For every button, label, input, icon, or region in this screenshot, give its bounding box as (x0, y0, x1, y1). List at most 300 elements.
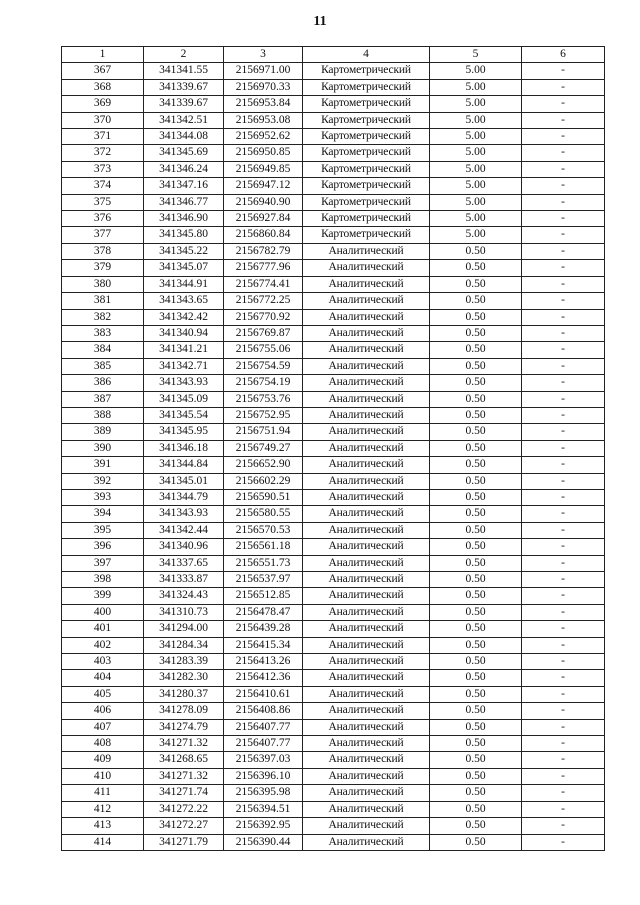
y-coordinate-cell: 2156952.62 (224, 129, 303, 145)
point-number-cell: 391 (62, 457, 144, 473)
method-cell: Аналитический (303, 293, 430, 309)
method-cell: Аналитический (303, 654, 430, 670)
accuracy-cell: 0.50 (430, 375, 522, 391)
accuracy-cell: 0.50 (430, 457, 522, 473)
point-number-cell: 369 (62, 96, 144, 112)
note-cell: - (522, 276, 605, 292)
note-cell: - (522, 686, 605, 702)
y-coordinate-cell: 2156774.41 (224, 276, 303, 292)
accuracy-cell: 0.50 (430, 736, 522, 752)
table-row (62, 293, 605, 309)
accuracy-cell: 5.00 (430, 129, 522, 145)
table-row (62, 604, 605, 620)
point-number-cell: 385 (62, 358, 144, 374)
accuracy-cell: 0.50 (430, 506, 522, 522)
x-coordinate-cell: 341284.34 (144, 637, 224, 653)
point-number-cell: 411 (62, 785, 144, 801)
y-coordinate-cell: 2156413.26 (224, 654, 303, 670)
x-coordinate-cell: 341344.08 (144, 129, 224, 145)
note-cell: - (522, 161, 605, 177)
column-header: 3 (224, 47, 303, 63)
table-row (62, 145, 605, 161)
note-cell: - (522, 79, 605, 95)
x-coordinate-cell: 341343.93 (144, 506, 224, 522)
y-coordinate-cell: 2156394.51 (224, 801, 303, 817)
note-cell: - (522, 736, 605, 752)
method-cell: Аналитический (303, 260, 430, 276)
accuracy-cell: 0.50 (430, 358, 522, 374)
accuracy-cell: 5.00 (430, 79, 522, 95)
method-cell: Картометрический (303, 129, 430, 145)
method-cell: Аналитический (303, 768, 430, 784)
x-coordinate-cell: 341341.55 (144, 63, 224, 79)
point-number-cell: 390 (62, 440, 144, 456)
method-cell: Аналитический (303, 407, 430, 423)
y-coordinate-cell: 2156478.47 (224, 604, 303, 620)
method-cell: Аналитический (303, 555, 430, 571)
table-row (62, 818, 605, 834)
point-number-cell: 387 (62, 391, 144, 407)
accuracy-cell: 0.50 (430, 818, 522, 834)
x-coordinate-cell: 341340.96 (144, 539, 224, 555)
table-row (62, 686, 605, 702)
method-cell: Аналитический (303, 539, 430, 555)
x-coordinate-cell: 341344.91 (144, 276, 224, 292)
x-coordinate-cell: 341324.43 (144, 588, 224, 604)
x-coordinate-cell: 341271.32 (144, 768, 224, 784)
y-coordinate-cell: 2156751.94 (224, 424, 303, 440)
accuracy-cell: 0.50 (430, 604, 522, 620)
table-row (62, 112, 605, 128)
point-number-cell: 403 (62, 654, 144, 670)
accuracy-cell: 0.50 (430, 309, 522, 325)
y-coordinate-cell: 2156551.73 (224, 555, 303, 571)
accuracy-cell: 0.50 (430, 785, 522, 801)
x-coordinate-cell: 341271.74 (144, 785, 224, 801)
method-cell: Картометрический (303, 161, 430, 177)
y-coordinate-cell: 2156770.92 (224, 309, 303, 325)
point-number-cell: 384 (62, 342, 144, 358)
accuracy-cell: 0.50 (430, 637, 522, 653)
y-coordinate-cell: 2156777.96 (224, 260, 303, 276)
accuracy-cell: 0.50 (430, 325, 522, 341)
point-number-cell: 394 (62, 506, 144, 522)
point-number-cell: 397 (62, 555, 144, 571)
note-cell: - (522, 621, 605, 637)
note-cell: - (522, 424, 605, 440)
x-coordinate-cell: 341342.51 (144, 112, 224, 128)
point-number-cell: 409 (62, 752, 144, 768)
accuracy-cell: 5.00 (430, 161, 522, 177)
table-row (62, 391, 605, 407)
y-coordinate-cell: 2156782.79 (224, 243, 303, 259)
point-number-cell: 381 (62, 293, 144, 309)
method-cell: Картометрический (303, 211, 430, 227)
accuracy-cell: 0.50 (430, 555, 522, 571)
point-number-cell: 402 (62, 637, 144, 653)
point-number-cell: 395 (62, 522, 144, 538)
method-cell: Аналитический (303, 342, 430, 358)
method-cell: Аналитический (303, 572, 430, 588)
point-number-cell: 374 (62, 178, 144, 194)
x-coordinate-cell: 341282.30 (144, 670, 224, 686)
table-row (62, 129, 605, 145)
table-row (62, 178, 605, 194)
accuracy-cell: 0.50 (430, 391, 522, 407)
table-row (62, 457, 605, 473)
accuracy-cell: 5.00 (430, 63, 522, 79)
point-number-cell: 407 (62, 719, 144, 735)
y-coordinate-cell: 2156769.87 (224, 325, 303, 341)
note-cell: - (522, 407, 605, 423)
note-cell: - (522, 227, 605, 243)
table-row (62, 342, 605, 358)
accuracy-cell: 0.50 (430, 276, 522, 292)
method-cell: Аналитический (303, 457, 430, 473)
table-row (62, 703, 605, 719)
method-cell: Картометрический (303, 112, 430, 128)
point-number-cell: 379 (62, 260, 144, 276)
x-coordinate-cell: 341274.79 (144, 719, 224, 735)
y-coordinate-cell: 2156408.86 (224, 703, 303, 719)
note-cell: - (522, 309, 605, 325)
y-coordinate-cell: 2156970.33 (224, 79, 303, 95)
table-row (62, 506, 605, 522)
column-header: 1 (62, 47, 144, 63)
accuracy-cell: 0.50 (430, 719, 522, 735)
note-cell: - (522, 440, 605, 456)
accuracy-cell: 0.50 (430, 489, 522, 505)
accuracy-cell: 0.50 (430, 260, 522, 276)
x-coordinate-cell: 341342.71 (144, 358, 224, 374)
y-coordinate-cell: 2156927.84 (224, 211, 303, 227)
accuracy-cell: 0.50 (430, 572, 522, 588)
method-cell: Аналитический (303, 785, 430, 801)
x-coordinate-cell: 341337.65 (144, 555, 224, 571)
note-cell: - (522, 342, 605, 358)
method-cell: Аналитический (303, 588, 430, 604)
accuracy-cell: 0.50 (430, 588, 522, 604)
x-coordinate-cell: 341339.67 (144, 96, 224, 112)
page-number: 11 (313, 14, 327, 29)
accuracy-cell: 5.00 (430, 211, 522, 227)
point-number-cell: 413 (62, 818, 144, 834)
note-cell: - (522, 522, 605, 538)
y-coordinate-cell: 2156395.98 (224, 785, 303, 801)
y-coordinate-cell: 2156580.55 (224, 506, 303, 522)
note-cell: - (522, 489, 605, 505)
note-cell: - (522, 752, 605, 768)
table-row (62, 834, 605, 850)
note-cell: - (522, 637, 605, 653)
note-cell: - (522, 604, 605, 620)
method-cell: Аналитический (303, 506, 430, 522)
point-number-cell: 392 (62, 473, 144, 489)
y-coordinate-cell: 2156439.28 (224, 621, 303, 637)
y-coordinate-cell: 2156537.97 (224, 572, 303, 588)
accuracy-cell: 0.50 (430, 424, 522, 440)
method-cell: Картометрический (303, 178, 430, 194)
y-coordinate-cell: 2156971.00 (224, 63, 303, 79)
method-cell: Аналитический (303, 489, 430, 505)
method-cell: Аналитический (303, 703, 430, 719)
y-coordinate-cell: 2156392.95 (224, 818, 303, 834)
column-header: 5 (430, 47, 522, 63)
coordinates-table (61, 46, 605, 851)
table-row (62, 309, 605, 325)
table-row (62, 670, 605, 686)
point-number-cell: 377 (62, 227, 144, 243)
y-coordinate-cell: 2156407.77 (224, 719, 303, 735)
note-cell: - (522, 358, 605, 374)
y-coordinate-cell: 2156561.18 (224, 539, 303, 555)
accuracy-cell: 0.50 (430, 473, 522, 489)
accuracy-cell: 0.50 (430, 670, 522, 686)
point-number-cell: 380 (62, 276, 144, 292)
note-cell: - (522, 654, 605, 670)
accuracy-cell: 0.50 (430, 834, 522, 850)
x-coordinate-cell: 341333.87 (144, 572, 224, 588)
table-row (62, 801, 605, 817)
point-number-cell: 389 (62, 424, 144, 440)
table-body (62, 63, 605, 851)
note-cell: - (522, 506, 605, 522)
x-coordinate-cell: 341345.09 (144, 391, 224, 407)
x-coordinate-cell: 341283.39 (144, 654, 224, 670)
note-cell: - (522, 473, 605, 489)
method-cell: Аналитический (303, 375, 430, 391)
y-coordinate-cell: 2156953.08 (224, 112, 303, 128)
y-coordinate-cell: 2156754.19 (224, 375, 303, 391)
table-row (62, 161, 605, 177)
table-row (62, 522, 605, 538)
point-number-cell: 373 (62, 161, 144, 177)
point-number-cell: 412 (62, 801, 144, 817)
point-number-cell: 370 (62, 112, 144, 128)
note-cell: - (522, 293, 605, 309)
table-row (62, 440, 605, 456)
point-number-cell: 388 (62, 407, 144, 423)
accuracy-cell: 0.50 (430, 342, 522, 358)
table-row (62, 325, 605, 341)
note-cell: - (522, 719, 605, 735)
method-cell: Картометрический (303, 145, 430, 161)
x-coordinate-cell: 341346.90 (144, 211, 224, 227)
method-cell: Аналитический (303, 325, 430, 341)
accuracy-cell: 0.50 (430, 539, 522, 555)
y-coordinate-cell: 2156940.90 (224, 194, 303, 210)
table-row (62, 227, 605, 243)
x-coordinate-cell: 341346.24 (144, 161, 224, 177)
y-coordinate-cell: 2156415.34 (224, 637, 303, 653)
point-number-cell: 383 (62, 325, 144, 341)
table-row (62, 637, 605, 653)
table-row (62, 588, 605, 604)
method-cell: Аналитический (303, 309, 430, 325)
method-cell: Аналитический (303, 621, 430, 637)
method-cell: Аналитический (303, 358, 430, 374)
method-cell: Аналитический (303, 276, 430, 292)
x-coordinate-cell: 341294.00 (144, 621, 224, 637)
method-cell: Аналитический (303, 818, 430, 834)
y-coordinate-cell: 2156950.85 (224, 145, 303, 161)
y-coordinate-cell: 2156397.03 (224, 752, 303, 768)
x-coordinate-cell: 341345.95 (144, 424, 224, 440)
note-cell: - (522, 145, 605, 161)
note-cell: - (522, 325, 605, 341)
point-number-cell: 401 (62, 621, 144, 637)
x-coordinate-cell: 341268.65 (144, 752, 224, 768)
y-coordinate-cell: 2156390.44 (224, 834, 303, 850)
accuracy-cell: 5.00 (430, 227, 522, 243)
table-row (62, 63, 605, 79)
method-cell: Аналитический (303, 522, 430, 538)
x-coordinate-cell: 341345.22 (144, 243, 224, 259)
x-coordinate-cell: 341339.67 (144, 79, 224, 95)
y-coordinate-cell: 2156753.76 (224, 391, 303, 407)
x-coordinate-cell: 341346.18 (144, 440, 224, 456)
note-cell: - (522, 260, 605, 276)
table-row (62, 489, 605, 505)
table-row (62, 539, 605, 555)
method-cell: Аналитический (303, 243, 430, 259)
point-number-cell: 386 (62, 375, 144, 391)
table-row (62, 785, 605, 801)
accuracy-cell: 5.00 (430, 194, 522, 210)
x-coordinate-cell: 341343.93 (144, 375, 224, 391)
accuracy-cell: 0.50 (430, 752, 522, 768)
note-cell: - (522, 96, 605, 112)
x-coordinate-cell: 341345.80 (144, 227, 224, 243)
x-coordinate-cell: 341272.27 (144, 818, 224, 834)
accuracy-cell: 5.00 (430, 145, 522, 161)
method-cell: Аналитический (303, 670, 430, 686)
accuracy-cell: 0.50 (430, 654, 522, 670)
table-row (62, 572, 605, 588)
table-row (62, 736, 605, 752)
method-cell: Аналитический (303, 801, 430, 817)
method-cell: Аналитический (303, 424, 430, 440)
accuracy-cell: 0.50 (430, 621, 522, 637)
x-coordinate-cell: 341271.32 (144, 736, 224, 752)
point-number-cell: 414 (62, 834, 144, 850)
x-coordinate-cell: 341343.65 (144, 293, 224, 309)
table-row (62, 276, 605, 292)
x-coordinate-cell: 341345.01 (144, 473, 224, 489)
accuracy-cell: 0.50 (430, 768, 522, 784)
table-row (62, 79, 605, 95)
note-cell: - (522, 178, 605, 194)
table-row (62, 375, 605, 391)
method-cell: Аналитический (303, 391, 430, 407)
table-row (62, 654, 605, 670)
table-row (62, 473, 605, 489)
x-coordinate-cell: 341272.22 (144, 801, 224, 817)
accuracy-cell: 0.50 (430, 522, 522, 538)
note-cell: - (522, 834, 605, 850)
note-cell: - (522, 588, 605, 604)
x-coordinate-cell: 341271.79 (144, 834, 224, 850)
point-number-cell: 410 (62, 768, 144, 784)
note-cell: - (522, 539, 605, 555)
x-coordinate-cell: 341345.54 (144, 407, 224, 423)
point-number-cell: 371 (62, 129, 144, 145)
method-cell: Аналитический (303, 440, 430, 456)
table-row (62, 424, 605, 440)
point-number-cell: 408 (62, 736, 144, 752)
x-coordinate-cell: 341342.44 (144, 522, 224, 538)
note-cell: - (522, 818, 605, 834)
note-cell: - (522, 211, 605, 227)
table-row (62, 407, 605, 423)
method-cell: Картометрический (303, 79, 430, 95)
y-coordinate-cell: 2156407.77 (224, 736, 303, 752)
note-cell: - (522, 243, 605, 259)
point-number-cell: 372 (62, 145, 144, 161)
point-number-cell: 375 (62, 194, 144, 210)
y-coordinate-cell: 2156590.51 (224, 489, 303, 505)
table-row (62, 211, 605, 227)
y-coordinate-cell: 2156396.10 (224, 768, 303, 784)
accuracy-cell: 0.50 (430, 801, 522, 817)
table-row (62, 260, 605, 276)
x-coordinate-cell: 341342.42 (144, 309, 224, 325)
point-number-cell: 400 (62, 604, 144, 620)
x-coordinate-cell: 341346.77 (144, 194, 224, 210)
point-number-cell: 399 (62, 588, 144, 604)
point-number-cell: 378 (62, 243, 144, 259)
note-cell: - (522, 703, 605, 719)
point-number-cell: 398 (62, 572, 144, 588)
method-cell: Аналитический (303, 604, 430, 620)
table-row (62, 768, 605, 784)
method-cell: Аналитический (303, 473, 430, 489)
method-cell: Картометрический (303, 194, 430, 210)
x-coordinate-cell: 341344.79 (144, 489, 224, 505)
y-coordinate-cell: 2156860.84 (224, 227, 303, 243)
note-cell: - (522, 391, 605, 407)
note-cell: - (522, 801, 605, 817)
note-cell: - (522, 670, 605, 686)
method-cell: Аналитический (303, 637, 430, 653)
note-cell: - (522, 129, 605, 145)
y-coordinate-cell: 2156949.85 (224, 161, 303, 177)
table-header-row (62, 47, 605, 63)
y-coordinate-cell: 2156755.06 (224, 342, 303, 358)
method-cell: Картометрический (303, 63, 430, 79)
accuracy-cell: 5.00 (430, 178, 522, 194)
note-cell: - (522, 63, 605, 79)
method-cell: Аналитический (303, 686, 430, 702)
x-coordinate-cell: 341341.21 (144, 342, 224, 358)
point-number-cell: 367 (62, 63, 144, 79)
y-coordinate-cell: 2156752.95 (224, 407, 303, 423)
method-cell: Картометрический (303, 96, 430, 112)
note-cell: - (522, 768, 605, 784)
x-coordinate-cell: 341347.16 (144, 178, 224, 194)
table-row (62, 752, 605, 768)
method-cell: Аналитический (303, 719, 430, 735)
column-header: 4 (303, 47, 430, 63)
y-coordinate-cell: 2156953.84 (224, 96, 303, 112)
accuracy-cell: 5.00 (430, 96, 522, 112)
table-row (62, 621, 605, 637)
point-number-cell: 406 (62, 703, 144, 719)
y-coordinate-cell: 2156570.53 (224, 522, 303, 538)
y-coordinate-cell: 2156754.59 (224, 358, 303, 374)
x-coordinate-cell: 341280.37 (144, 686, 224, 702)
table-row (62, 243, 605, 259)
